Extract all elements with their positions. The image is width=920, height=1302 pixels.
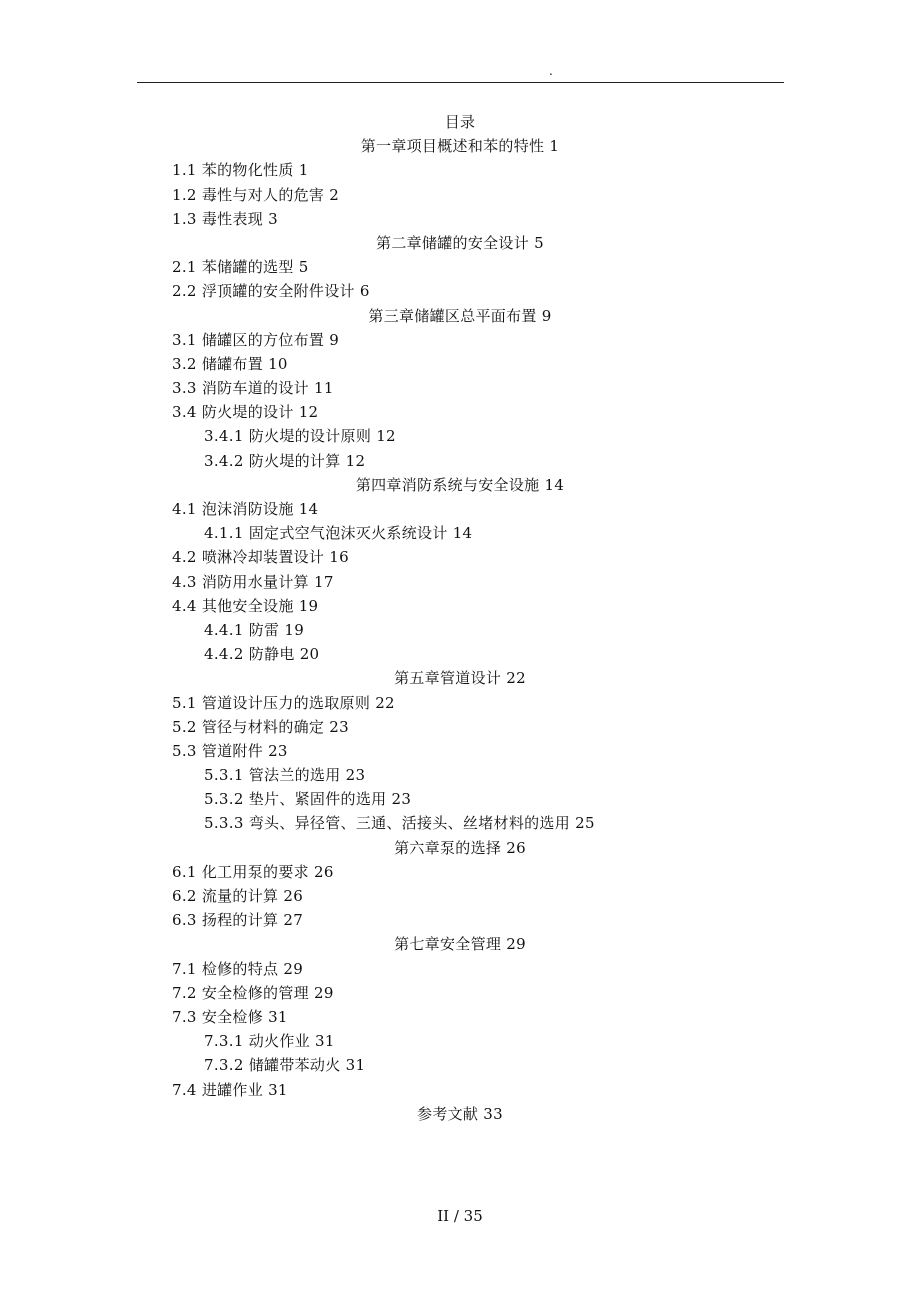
header-mark: . bbox=[549, 64, 553, 78]
toc-section-entry[interactable]: 3.2 储罐布置 10 bbox=[172, 354, 288, 373]
header-rule bbox=[137, 82, 784, 83]
toc-section-entry[interactable]: 7.3 安全检修 31 bbox=[172, 1007, 288, 1026]
toc-title: 目录 bbox=[444, 113, 476, 131]
toc-chapter-entry[interactable]: 第五章管道设计 22 bbox=[394, 669, 526, 688]
toc-section-entry[interactable]: 6.2 流量的计算 26 bbox=[172, 887, 304, 905]
toc-subsection-entry[interactable]: 4.1.1 固定式空气泡沫灭火系统设计 14 bbox=[204, 524, 473, 543]
toc-section-entry[interactable]: 3.4 防火堤的设计 12 bbox=[172, 403, 319, 422]
toc-chapter-entry[interactable]: 第一章项目概述和苯的特性 1 bbox=[360, 137, 560, 156]
toc-section-entry[interactable]: 7.4 进罐作业 31 bbox=[172, 1080, 288, 1099]
toc-section-entry[interactable]: 4.1 泡沫消防设施 14 bbox=[172, 500, 319, 518]
toc-section-entry[interactable]: 6.1 化工用泵的要求 26 bbox=[172, 862, 334, 881]
toc-subsection-entry[interactable]: 4.4.2 防静电 20 bbox=[204, 645, 320, 664]
toc-section-entry[interactable]: 7.1 检修的特点 29 bbox=[172, 959, 304, 978]
toc-section-entry[interactable]: 4.3 消防用水量计算 17 bbox=[172, 572, 334, 591]
toc-subsection-entry[interactable]: 3.4.2 防火堤的计算 12 bbox=[204, 451, 366, 470]
toc-subsection-entry[interactable]: 5.3.1 管法兰的选用 23 bbox=[204, 766, 366, 785]
toc-section-entry[interactable]: 5.1 管道设计压力的选取原则 22 bbox=[172, 693, 395, 712]
toc-section-entry[interactable]: 1.1 苯的物化性质 1 bbox=[172, 161, 309, 180]
toc-section-entry[interactable]: 6.3 扬程的计算 27 bbox=[172, 911, 304, 930]
toc-chapter-entry[interactable]: 第三章储罐区总平面布置 9 bbox=[368, 306, 552, 325]
toc-subsection-entry[interactable]: 5.3.3 弯头、异径管、三通、活接头、丝堵材料的选用 25 bbox=[204, 814, 595, 833]
toc-section-entry[interactable]: 5.2 管径与材料的确定 23 bbox=[172, 717, 349, 736]
toc-subsection-entry[interactable]: 7.3.2 储罐带苯动火 31 bbox=[204, 1056, 366, 1075]
toc-chapter-entry[interactable]: 第四章消防系统与安全设施 14 bbox=[355, 475, 565, 494]
toc-subsection-entry[interactable]: 4.4.1 防雷 19 bbox=[204, 620, 305, 639]
toc-entries bbox=[0, 134, 920, 1126]
toc-chapter-entry[interactable]: 第六章泵的选择 26 bbox=[394, 838, 526, 857]
toc-chapter-entry[interactable]: 第二章储罐的安全设计 5 bbox=[376, 233, 544, 252]
toc-subsection-entry[interactable]: 3.4.1 防火堤的设计原则 12 bbox=[204, 427, 396, 446]
toc-section-entry[interactable]: 2.1 苯储罐的选型 5 bbox=[172, 258, 309, 277]
toc-chapter-entry[interactable]: 参考文献 33 bbox=[417, 1104, 503, 1123]
toc-subsection-entry[interactable]: 7.3.1 动火作业 31 bbox=[204, 1032, 335, 1051]
toc-section-entry[interactable]: 5.3 管道附件 23 bbox=[172, 741, 288, 760]
toc-section-entry[interactable]: 3.1 储罐区的方位布置 9 bbox=[172, 330, 340, 349]
toc-section-entry[interactable]: 1.3 毒性表现 3 bbox=[172, 209, 278, 228]
toc-section-entry[interactable]: 4.2 喷淋冷却装置设计 16 bbox=[172, 548, 349, 567]
toc-section-entry[interactable]: 3.3 消防车道的设计 11 bbox=[172, 379, 334, 398]
toc-section-entry[interactable]: 4.4 其他安全设施 19 bbox=[172, 596, 319, 615]
toc-subsection-entry[interactable]: 5.3.2 垫片、紧固件的选用 23 bbox=[204, 790, 412, 809]
toc-section-entry[interactable]: 2.2 浮顶罐的安全附件设计 6 bbox=[172, 282, 370, 301]
page-number: II / 35 bbox=[437, 1207, 483, 1225]
toc-section-entry[interactable]: 1.2 毒性与对人的危害 2 bbox=[172, 185, 340, 204]
table-of-contents bbox=[0, 110, 920, 1126]
toc-chapter-entry[interactable]: 第七章安全管理 29 bbox=[394, 935, 526, 954]
toc-section-entry[interactable]: 7.2 安全检修的管理 29 bbox=[172, 983, 334, 1002]
